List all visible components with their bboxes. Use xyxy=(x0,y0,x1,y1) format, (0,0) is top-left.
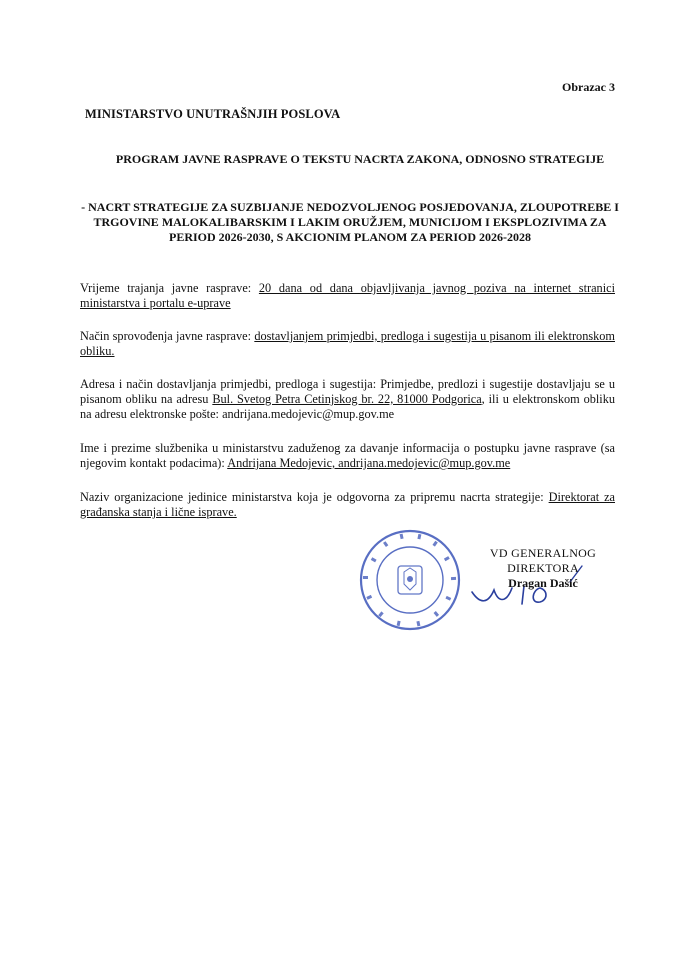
contact-paragraph xyxy=(80,441,615,471)
signatory-name: Dragan Dašić xyxy=(508,576,578,590)
ministry-name: MINISTARSTVO UNUTRAŠNJIH POSLOVA xyxy=(85,107,341,121)
address-value-intro: Primjedbe, predlozi i sugestije dostavljaju se u pisanom obliku na adresu xyxy=(80,377,615,406)
address-label: Adresa i način dostavljanja primjedbi, predloga i sugestija: xyxy=(80,377,381,391)
address-paragraph xyxy=(80,377,615,422)
method-paragraph xyxy=(80,329,615,359)
program-title: PROGRAM JAVNE RASPRAVE O TEKSTU NACRTA ZAKONA, ODNOSNO STRATEGIJE xyxy=(115,152,605,166)
duration-label: Vrijeme trajanja javne rasprave: xyxy=(80,281,259,295)
duration-value: 20 dana od dana objavljivanja javnog poziva na internet stranici ministarstva i portalu e-uprave xyxy=(80,281,615,310)
contact-label: Ime i prezime službenika u ministarstvu zaduženog za davanje informacija o postupku javne rasprave (sa njegovim kontakt podacima): xyxy=(80,441,615,470)
form-number: Obrazac 3 xyxy=(562,80,615,94)
signature-block xyxy=(468,546,618,591)
postal-address: Bul. Svetog Petra Cetinjskog br. 22, 81000 Podgorica xyxy=(212,392,482,406)
unit-label: Naziv organizacione jedinice ministarstva koja je odgovorna za pripremu nacrta strategije: xyxy=(80,490,549,504)
unit-paragraph xyxy=(80,490,615,520)
unit-value: Direktorat za građanska stanja i lične isprave. xyxy=(80,490,615,519)
method-label: Način sprovođenja javne rasprave: xyxy=(80,329,255,343)
signatory-role: VD GENERALNOG DIREKTORA xyxy=(489,546,597,575)
official-stamp xyxy=(358,528,462,632)
address-value-mid: , ili u elektronskom obliku na adresu elektronske pošte: xyxy=(80,392,616,421)
strategy-subject: - NACRT STRATEGIJE ZA SUZBIJANJE NEDOZVOLJENOG POSJEDOVANJA, ZLOUPOTREBE I TRGOVINE MALOKALIBARSKIM I LAKIM ORUŽJEM, MUNICIJOM I EKSPLOZIVIMA ZA PERIOD 2026-2030, S AKCIONIM PLANOM ZA PERIOD 2026-2028 xyxy=(81,200,619,244)
method-value: dostavljanjem primjedbi, predloga i sugestija u pisanom ili elektronskom obliku. xyxy=(80,329,615,358)
address-email: andrijana.medojevic@mup.gov.me xyxy=(222,407,395,421)
duration-paragraph xyxy=(80,281,615,311)
contact-value: Andrijana Medojevic, andrijana.medojevic@mup.gov.me xyxy=(227,456,511,470)
